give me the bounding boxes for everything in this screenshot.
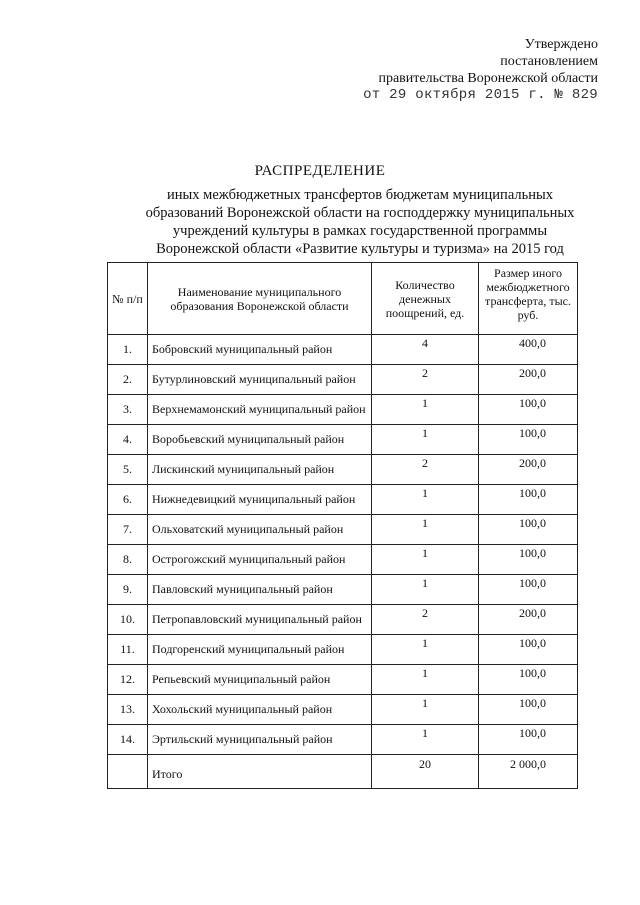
total-label: Итого <box>148 755 372 789</box>
row-qty: 1 <box>372 425 479 455</box>
table-row <box>108 665 578 695</box>
row-sum: 100,0 <box>479 695 578 725</box>
row-sum: 100,0 <box>479 665 578 695</box>
row-num: 12. <box>108 665 148 695</box>
row-num: 9. <box>108 575 148 605</box>
row-sum: 100,0 <box>479 485 578 515</box>
row-sum: 100,0 <box>479 575 578 605</box>
table-row <box>108 515 578 545</box>
row-sum: 100,0 <box>479 545 578 575</box>
row-name: Репьевский муниципальный район <box>148 665 372 695</box>
table-row <box>108 725 578 755</box>
table-row <box>108 575 578 605</box>
row-num: 13. <box>108 695 148 725</box>
row-sum: 100,0 <box>479 725 578 755</box>
table-row <box>108 395 578 425</box>
row-num: 5. <box>108 455 148 485</box>
total-sum: 2 000,0 <box>479 755 578 789</box>
row-qty: 1 <box>372 395 479 425</box>
approval-line-2: постановлением <box>500 54 598 69</box>
row-name: Подгоренский муниципальный район <box>148 635 372 665</box>
table-row <box>108 455 578 485</box>
row-num: 14. <box>108 725 148 755</box>
table-row <box>108 365 578 395</box>
row-num: 1. <box>108 335 148 365</box>
table-row <box>108 485 578 515</box>
row-sum: 100,0 <box>479 395 578 425</box>
row-name: Лискинский муниципальный район <box>148 455 372 485</box>
row-sum: 400,0 <box>479 335 578 365</box>
row-name: Хохольский муниципальный район <box>148 695 372 725</box>
row-num: 10. <box>108 605 148 635</box>
total-num <box>108 755 148 789</box>
row-num: 4. <box>108 425 148 455</box>
row-name: Воробьевский муниципальный район <box>148 425 372 455</box>
row-sum: 100,0 <box>479 635 578 665</box>
row-name: Павловский муниципальный район <box>148 575 372 605</box>
row-num: 8. <box>108 545 148 575</box>
row-name: Эртильский муниципальный район <box>148 725 372 755</box>
table-header-row <box>108 263 578 335</box>
row-name: Петропавловский муниципальный район <box>148 605 372 635</box>
row-qty: 1 <box>372 575 479 605</box>
row-name: Нижнедевицкий муниципальный район <box>148 485 372 515</box>
row-qty: 2 <box>372 365 479 395</box>
row-qty: 1 <box>372 635 479 665</box>
approval-date: от 29 октября 2015 г. № 829 <box>363 87 598 103</box>
header-num: № п/п <box>108 263 148 335</box>
document-subtitle: иных межбюджетных трансфертов бюджетам муниципальных образований Воронежской области на господдержку муниципальных учреждений культуры в рамках государственной программы Воронежской области «Развитие культуры и туризма» на 2015 год <box>145 187 575 257</box>
header-qty: Количество денежных поощрений, ед. <box>372 263 479 335</box>
table-row <box>108 605 578 635</box>
row-name: Бутурлиновский муниципальный район <box>148 365 372 395</box>
row-qty: 2 <box>372 455 479 485</box>
row-qty: 1 <box>372 695 479 725</box>
row-qty: 1 <box>372 485 479 515</box>
row-sum: 100,0 <box>479 515 578 545</box>
row-qty: 2 <box>372 605 479 635</box>
row-num: 3. <box>108 395 148 425</box>
distribution-table <box>107 262 578 789</box>
row-sum: 200,0 <box>479 455 578 485</box>
row-qty: 1 <box>372 515 479 545</box>
approval-stamp <box>363 36 598 104</box>
row-name: Острогожский муниципальный район <box>148 545 372 575</box>
row-num: 11. <box>108 635 148 665</box>
table-row <box>108 335 578 365</box>
row-name: Бобровский муниципальный район <box>148 335 372 365</box>
table-row <box>108 425 578 455</box>
row-qty: 1 <box>372 665 479 695</box>
header-name: Наименование муниципального образования Воронежской области <box>148 263 372 335</box>
table-row <box>108 545 578 575</box>
row-num: 6. <box>108 485 148 515</box>
row-qty: 1 <box>372 725 479 755</box>
approval-line-1: Утверждено <box>524 37 598 52</box>
row-num: 7. <box>108 515 148 545</box>
approval-line-3: правительства Воронежской области <box>378 71 598 86</box>
row-sum: 100,0 <box>479 425 578 455</box>
row-num: 2. <box>108 365 148 395</box>
row-sum: 200,0 <box>479 365 578 395</box>
total-row <box>108 755 578 789</box>
header-sum: Размер иного межбюджетного трансферта, тыс. руб. <box>479 263 578 335</box>
document-title: РАСПРЕДЕЛЕНИЕ <box>254 163 386 179</box>
row-qty: 4 <box>372 335 479 365</box>
table-row <box>108 695 578 725</box>
row-name: Верхнемамонский муниципальный район <box>148 395 372 425</box>
row-qty: 1 <box>372 545 479 575</box>
table-row <box>108 635 578 665</box>
row-sum: 200,0 <box>479 605 578 635</box>
total-qty: 20 <box>372 755 479 789</box>
row-name: Ольховатский муниципальный район <box>148 515 372 545</box>
